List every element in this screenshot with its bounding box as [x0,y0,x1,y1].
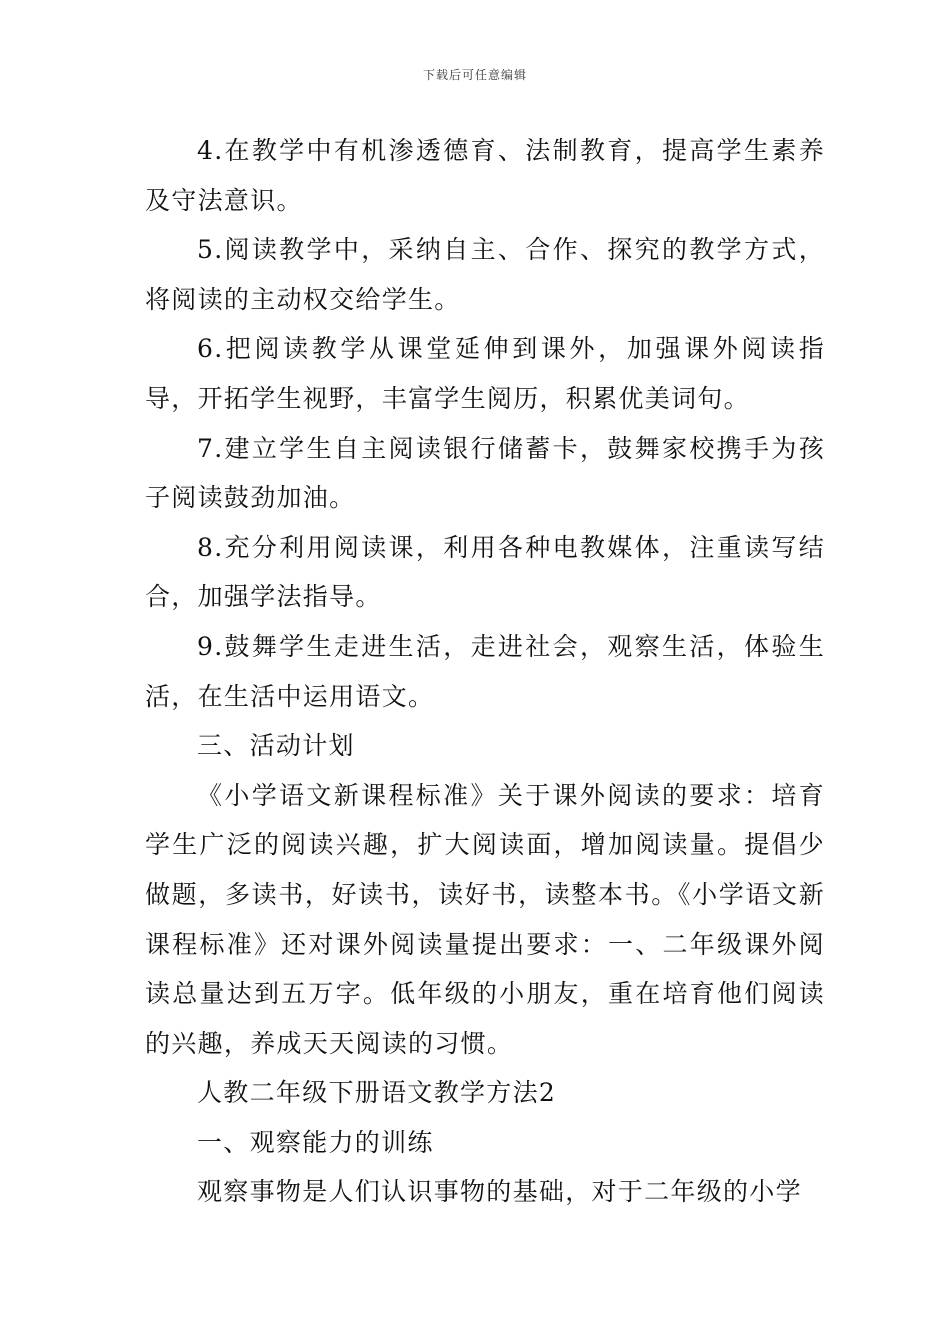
document-body [145,126,825,1217]
article-title: 人教二年级下册语文教学方法2 [197,1078,557,1108]
paragraph-item-5: 5.阅读教学中，采纳自主、合作、探究的教学方式，将阅读的主动权交给学生。 [145,235,825,314]
paragraph-observation-intro: 观察事物是人们认识事物的基础，对于二年级的小学 [197,1177,802,1207]
paragraph-item-7: 7.建立学生自主阅读银行储蓄卡，鼓舞家校携手为孩子阅读鼓劲加油。 [145,433,825,513]
header-note: 下载后可任意编辑 [422,68,527,82]
section-heading-observation: 一、观察能力的训练 [197,1127,434,1157]
paragraph-item-6: 6.把阅读教学从课堂延伸到课外，加强课外阅读指导，开拓学生视野，丰富学生阅历，积累优美词句。 [145,334,825,413]
paragraph-curriculum-standard: 《小学语文新课程标准》关于课外阅读的要求：培育学生广泛的阅读兴趣，扩大阅读面，增加阅读量。提倡少做题，多读书，好读书，读好书，读整本书。《小学语文新课程标准》还对课外阅读量提出要求：一、二年级课外阅读总量达到五万字。低年级的小朋友，重在培育他们阅读的兴趣，养成天天阅读的习惯。 [145,780,825,1058]
section-heading-activity-plan: 三、活动计划 [197,731,355,761]
paragraph-item-4: 4.在教学中有机渗透德育、法制教育，提高学生素养及守法意识。 [145,136,825,215]
paragraph-item-8: 8.充分利用阅读课，利用各种电教媒体，注重读写结合，加强学法指导。 [145,532,825,612]
paragraph-item-9: 9.鼓舞学生走进生活，走进社会，观察生活，体验生活，在生活中运用语文。 [145,631,825,711]
